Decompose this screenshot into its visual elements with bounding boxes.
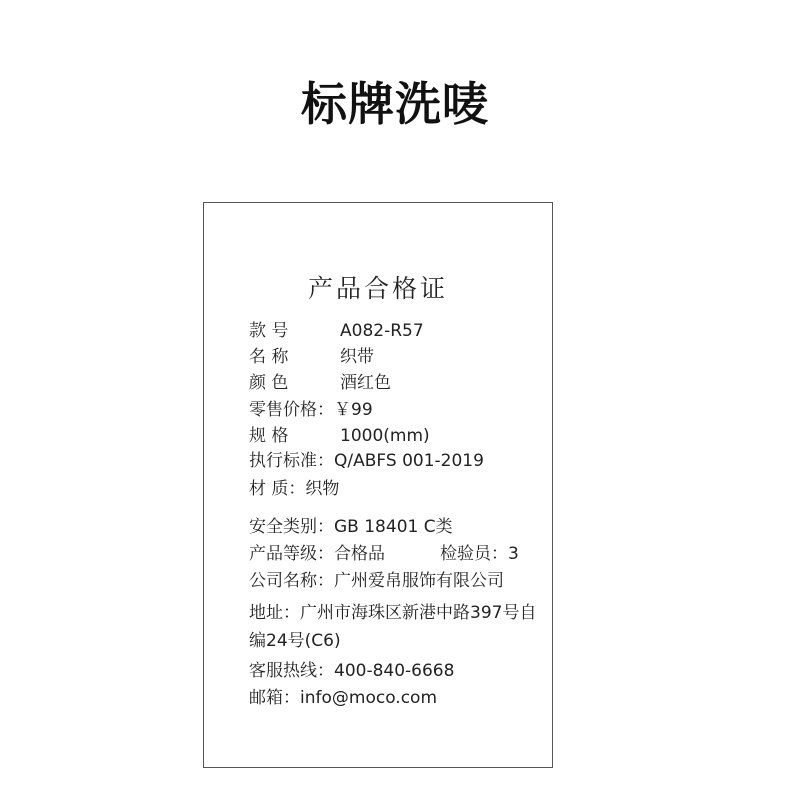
standard-row bbox=[249, 451, 484, 471]
hotline-label: 客服热线： bbox=[249, 661, 334, 681]
material-row bbox=[249, 479, 339, 499]
company-row bbox=[249, 571, 504, 591]
address-value: 广州市海珠区新港中路397号自编24号(C6) bbox=[249, 603, 537, 651]
email-label: 邮箱： bbox=[249, 688, 300, 708]
company-label: 公司名称： bbox=[249, 571, 334, 591]
address-label: 地址： bbox=[249, 603, 300, 623]
hotline-row bbox=[249, 661, 454, 681]
style-no-value: A082-R57 bbox=[340, 321, 424, 341]
card-title: 产品合格证 bbox=[307, 274, 448, 303]
price-row bbox=[249, 400, 373, 420]
spec-row bbox=[249, 426, 430, 446]
standard-value: Q/ABFS 001-2019 bbox=[334, 451, 484, 471]
grade-label: 产品等级： bbox=[249, 544, 334, 564]
spec-value: 1000(mm) bbox=[340, 426, 430, 446]
style-no-row bbox=[249, 321, 424, 341]
color-label: 颜 色 bbox=[249, 373, 289, 393]
standard-label: 执行标准： bbox=[249, 451, 334, 471]
inspector-label: 检验员： bbox=[440, 544, 508, 564]
material-label: 材 质： bbox=[249, 479, 306, 499]
safety-value: GB 18401 C类 bbox=[334, 517, 453, 537]
spec-label: 规 格 bbox=[249, 426, 289, 446]
company-value: 广州爱帛服饰有限公司 bbox=[334, 571, 504, 591]
material-value: 织物 bbox=[305, 479, 340, 499]
product-certificate-card bbox=[203, 202, 553, 768]
grade-value: 合格品 bbox=[334, 544, 385, 564]
safety-label: 安全类别： bbox=[249, 517, 334, 537]
grade-row bbox=[249, 544, 519, 564]
price-label: 零售价格： bbox=[249, 400, 334, 420]
color-value: 酒红色 bbox=[340, 373, 391, 393]
name-value: 织带 bbox=[340, 347, 374, 367]
style-no-label: 款 号 bbox=[249, 321, 289, 341]
page-heading: 标牌洗唛 bbox=[301, 77, 489, 131]
email-row bbox=[249, 688, 437, 708]
inspector-field bbox=[440, 544, 519, 564]
price-value: ￥99 bbox=[334, 400, 373, 420]
safety-row bbox=[249, 517, 453, 537]
inspector-value: 3 bbox=[508, 544, 519, 564]
color-row bbox=[249, 373, 391, 393]
address-row bbox=[249, 599, 549, 655]
name-row bbox=[249, 347, 374, 367]
email-value: info@moco.com bbox=[300, 688, 438, 708]
hotline-value: 400-840-6668 bbox=[334, 661, 455, 681]
name-label: 名 称 bbox=[249, 347, 289, 367]
